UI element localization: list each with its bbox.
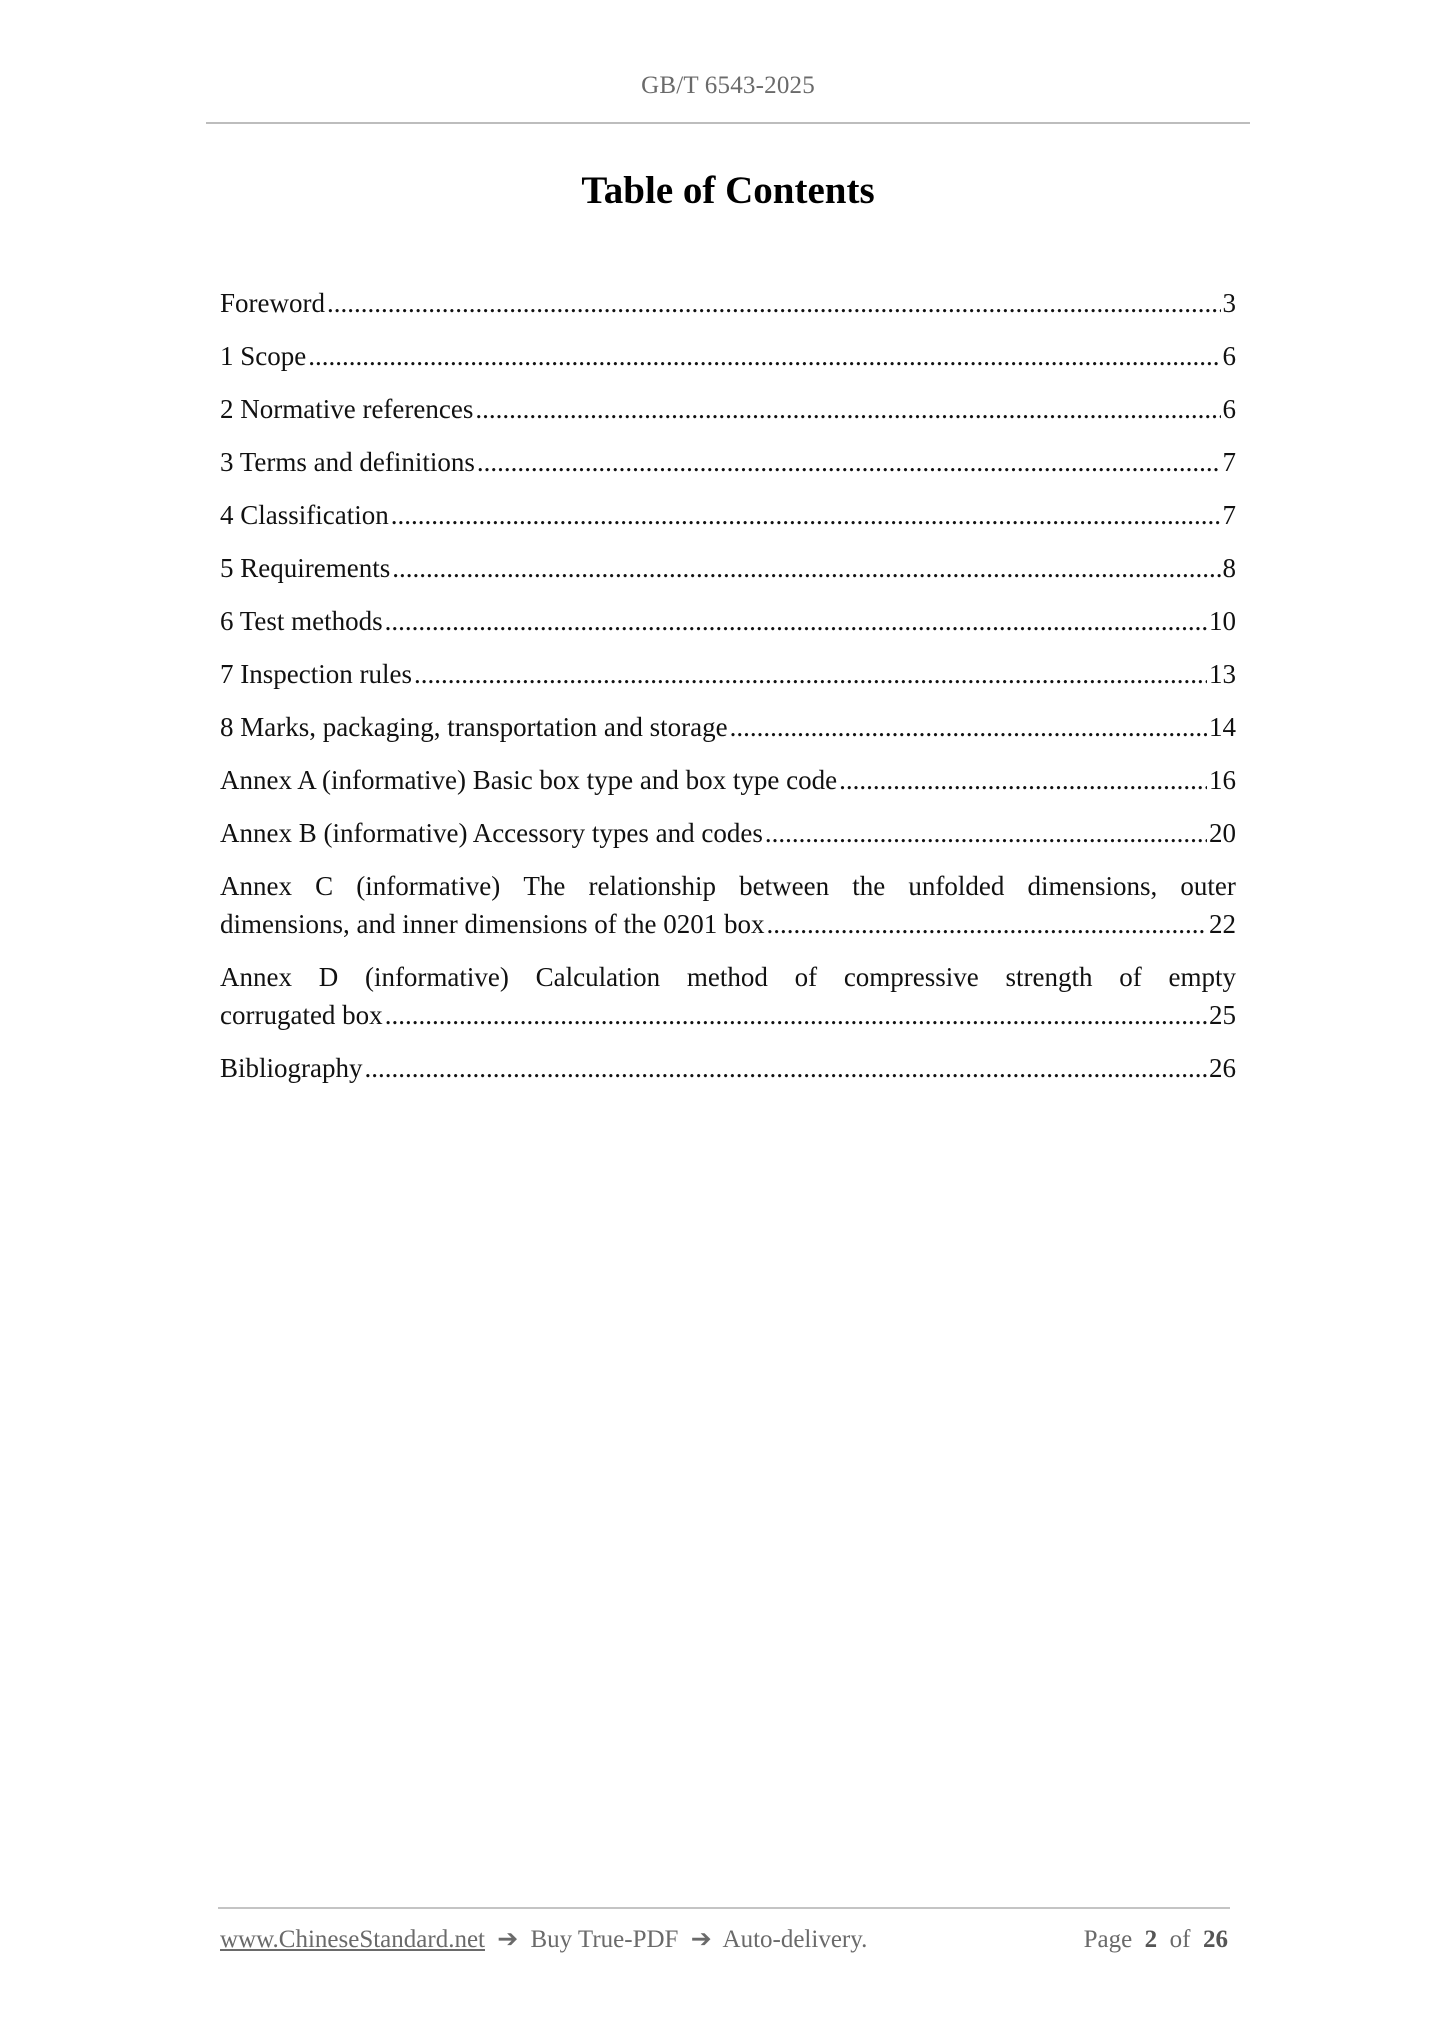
toc-entry-label: 8 Marks, packaging, transportation and storage [220, 712, 728, 742]
toc-entry-page: 3 [1222, 288, 1236, 318]
toc-word: unfolded [908, 871, 1005, 901]
toc-word: strength [1005, 962, 1093, 992]
toc-entry-label-line2 [220, 905, 1236, 943]
toc-word: Annex [220, 871, 292, 901]
dot-leader [385, 996, 1207, 1034]
dot-leader [391, 496, 1221, 534]
toc-word: of [794, 962, 818, 992]
toc-entry-label: dimensions, and inner dimensions of the 0201 box [220, 909, 765, 939]
toc-entry-label: 2 Normative references [220, 394, 474, 424]
dot-leader [475, 390, 1220, 428]
dot-leader [477, 443, 1221, 481]
toc-entry-label: Annex B (informative) Accessory types and codes [220, 818, 763, 848]
toc-word: between [739, 871, 830, 901]
toc-entry-label-line1 [220, 958, 1236, 996]
toc-entry-label: corrugated box [220, 1000, 383, 1030]
toc-entry-classification[interactable] [220, 496, 1236, 534]
of-word: of [1169, 1926, 1191, 1953]
footer-divider [218, 1907, 1230, 1909]
page-word: Page [1083, 1926, 1133, 1953]
dot-leader [766, 905, 1207, 943]
toc-word: dimensions, [1027, 871, 1158, 901]
toc-entry-bibliography[interactable] [220, 1049, 1236, 1087]
toc-word: compressive [843, 962, 979, 992]
toc-entry-page: 8 [1222, 553, 1236, 583]
toc-word: The [523, 871, 566, 901]
page-title: Table of Contents [581, 169, 875, 212]
toc-entry-inspection-rules[interactable] [220, 655, 1236, 693]
dot-leader [414, 655, 1207, 693]
toc-entry-label: 3 Terms and definitions [220, 447, 475, 477]
toc-entry-page: 14 [1209, 712, 1236, 742]
toc-entry-label: Bibliography [220, 1053, 363, 1083]
toc-word: (informative) [356, 871, 501, 901]
buy-true-pdf-text: Buy True-PDF [530, 1926, 679, 1953]
dot-leader [327, 284, 1221, 322]
dot-leader [365, 1049, 1208, 1087]
dot-leader [765, 814, 1207, 852]
toc-entry-foreword[interactable] [220, 284, 1236, 322]
dot-leader [839, 761, 1207, 799]
toc-entry-label: Annex A (informative) Basic box type and box type code [220, 765, 838, 795]
toc-word: C [315, 871, 334, 901]
toc-entry-page: 7 [1222, 447, 1236, 477]
toc-entry-page: 20 [1209, 818, 1236, 848]
footer-promo [220, 1924, 867, 1954]
dot-leader [730, 708, 1207, 746]
dot-leader [308, 337, 1220, 375]
toc-entry-page: 7 [1222, 500, 1236, 530]
toc-word: of [1119, 962, 1142, 992]
toc-entry-annex-c[interactable] [220, 867, 1236, 943]
arrow-right-icon: ➔ [690, 1926, 712, 1953]
toc-entry-page: 10 [1209, 606, 1236, 636]
toc-entry-marks-packaging[interactable] [220, 708, 1236, 746]
toc-entry-label-line2 [220, 996, 1236, 1034]
toc-entry-label: 7 Inspection rules [220, 659, 412, 689]
toc-word: (informative) [364, 962, 509, 992]
toc-entry-test-methods[interactable] [220, 602, 1236, 640]
toc-word: Annex [220, 962, 292, 992]
toc-entry-page: 16 [1209, 765, 1236, 795]
toc-entry-page: 13 [1209, 659, 1236, 689]
toc-entry-annex-d[interactable] [220, 958, 1236, 1034]
toc-entry-terms-and-definitions[interactable] [220, 443, 1236, 481]
toc-word: method [686, 962, 768, 992]
toc-entry-requirements[interactable] [220, 549, 1236, 587]
toc-entry-page: 6 [1222, 394, 1236, 424]
page-number [1084, 1926, 1228, 1954]
running-header: GB/T 6543-2025 [641, 72, 815, 99]
toc-entry-annex-a[interactable] [220, 761, 1236, 799]
auto-delivery-text: Auto-delivery. [722, 1926, 868, 1953]
toc-entry-page: 25 [1209, 1000, 1236, 1030]
dot-leader [392, 549, 1220, 587]
toc-entry-label-line1 [220, 867, 1236, 905]
current-page: 2 [1144, 1926, 1158, 1953]
website-link[interactable]: www.ChineseStandard.net [220, 1926, 485, 1953]
page-footer [220, 1924, 1228, 1964]
toc-entry-page: 22 [1209, 909, 1236, 939]
toc-entry-label: 5 Requirements [220, 553, 391, 583]
toc-word: outer [1180, 871, 1236, 901]
toc-entry-label: Foreword [220, 288, 325, 318]
toc-word: empty [1168, 962, 1236, 992]
toc-word: Calculation [535, 962, 661, 992]
header-divider [206, 122, 1250, 124]
arrow-right-icon: ➔ [497, 1926, 519, 1953]
toc-entry-label: 6 Test methods [220, 606, 383, 636]
toc-entry-normative-references[interactable] [220, 390, 1236, 428]
toc-word: D [318, 962, 339, 992]
toc-word: relationship [588, 871, 716, 901]
toc-entry-label: 4 Classification [220, 500, 389, 530]
toc-entry-page: 6 [1222, 341, 1236, 371]
total-pages: 26 [1203, 1926, 1228, 1953]
dot-leader [385, 602, 1207, 640]
toc-entry-label: 1 Scope [220, 341, 307, 371]
toc-entry-scope[interactable] [220, 337, 1236, 375]
toc-word: the [852, 871, 886, 901]
toc-entry-annex-b[interactable] [220, 814, 1236, 852]
table-of-contents [220, 284, 1236, 1102]
toc-entry-page: 26 [1209, 1053, 1236, 1083]
